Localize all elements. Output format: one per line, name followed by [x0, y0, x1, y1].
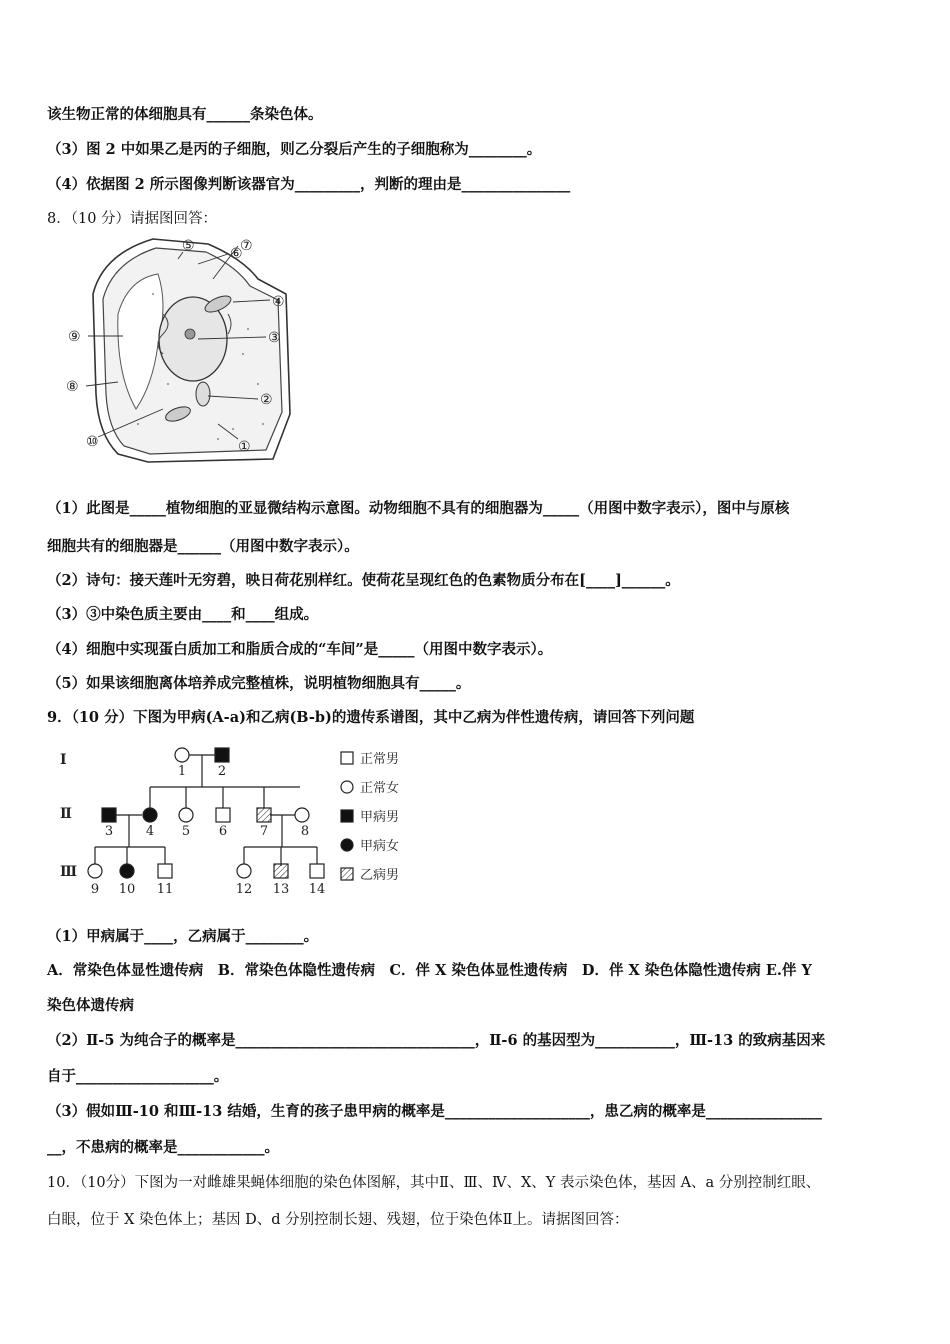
question-9-title: 9．（10 分）下图为甲病(A-a)和乙病(B-b)的遗传系谱图，其中乙病为伴性遗传病，请回答下列问题 [47, 709, 695, 726]
pedigree-num: 7 [259, 824, 269, 839]
legend-b-male: 乙病男 [360, 868, 400, 883]
pedigree-III-11 [158, 864, 172, 878]
text-line: （2）诗句：接天莲叶无穷碧，映日荷花别样红。使荷花呈现红色的色素物质分布在[____]______。 [47, 572, 680, 589]
cell-label-7: ⑦ [240, 238, 253, 254]
cell-label-1: ① [238, 439, 251, 455]
pedigree-num: 2 [217, 764, 227, 779]
generation-II: Ⅱ [60, 806, 72, 822]
pedigree-II-4 [143, 808, 157, 822]
cell-label-5: ⑤ [182, 238, 195, 254]
text-line: 自于___________________。 [47, 1068, 229, 1085]
question-8-title: 8．（10 分）请据图回答： [47, 211, 218, 227]
pedigree-num: 14 [308, 882, 326, 897]
text-line: （4）细胞中实现蛋白质加工和脂质合成的“车间”是_____（用图中数字表示）。 [47, 641, 553, 658]
legend-normal-female: 正常女 [360, 781, 400, 796]
cell-label-4: ④ [272, 294, 285, 310]
pedigree-III-13 [274, 864, 288, 878]
text-line: 10．（10分）下图为一对雌雄果蝇体细胞的染色体图解，其中Ⅱ、Ⅲ、Ⅳ、X、Y 表示染色体，基因 A、a 分别控制红眼、 [47, 1175, 821, 1191]
cell-label-8: ⑧ [66, 379, 79, 395]
text-line: （3）③中染色质主要由____和____组成。 [47, 606, 319, 623]
text-line: 染色体遗传病 [47, 997, 134, 1014]
pedigree-num: 6 [218, 824, 228, 839]
text-line: （4）依据图 2 所示图像判断该器官为_________，判断的理由是_______________ [47, 176, 571, 193]
generation-III: Ⅲ [60, 864, 78, 880]
cell-label-6: ⑥ [230, 246, 243, 262]
pedigree-chart [55, 740, 425, 900]
pedigree-num: 4 [145, 824, 155, 839]
pedigree-num: 3 [104, 824, 114, 839]
text-line: （5）如果该细胞离体培养成完整植株，说明植物细胞具有_____。 [47, 675, 471, 692]
pedigree-III-9 [88, 864, 102, 878]
cell-label-2: ② [260, 392, 273, 408]
pedigree-num: 12 [235, 882, 253, 897]
text-line: A．常染色体显性遗传病 B．常染色体隐性遗传病 C．伴 X 染色体显性遗传病 D．伴 X 染色体隐性遗传病 E.伴 Y [47, 962, 812, 979]
text-line: （3）图 2 中如果乙是丙的子细胞，则乙分裂后产生的子细胞称为________。 [47, 141, 542, 158]
pedigree-num: 10 [118, 882, 136, 897]
text-line: 该生物正常的体细胞具有______条染色体。 [47, 106, 323, 123]
cell-label-3: ③ [268, 330, 281, 346]
pedigree-II-8 [295, 808, 309, 822]
pedigree-I-1 [175, 748, 189, 762]
pedigree-III-12 [237, 864, 251, 878]
pedigree-num: 5 [181, 824, 191, 839]
pedigree-num: 13 [272, 882, 290, 897]
pedigree-num: 11 [156, 882, 174, 897]
generation-I: Ⅰ [60, 752, 67, 768]
text-line: （1）甲病属于____，乙病属于________。 [47, 928, 319, 945]
pedigree-III-14 [310, 864, 324, 878]
pedigree-num: 1 [177, 764, 187, 779]
text-line: 细胞共有的细胞器是______（用图中数字表示）。 [47, 538, 359, 555]
pedigree-num: 9 [90, 882, 100, 897]
pedigree-II-6 [216, 808, 230, 822]
legend-normal-male: 正常男 [360, 752, 400, 767]
legend-a-female: 甲病女 [360, 839, 400, 854]
pedigree-num: 8 [300, 824, 310, 839]
pedigree-II-5 [179, 808, 193, 822]
cell-label-9: ⑨ [68, 329, 81, 345]
text-line: （2）Ⅱ-5 为纯合子的概率是_________________________________，Ⅱ-6 的基因型为___________，Ⅲ-13 的致病基因来 [47, 1032, 826, 1049]
text-line: __，不患病的概率是____________。 [47, 1139, 279, 1156]
legend-a-male: 甲病男 [360, 810, 400, 825]
pedigree-III-10 [120, 864, 134, 878]
text-line: （1）此图是_____植物细胞的亚显微结构示意图。动物细胞不具有的细胞器为_____（用图中数字表示），图中与原核 [47, 500, 790, 517]
text-line: 白眼，位于 X 染色体上；基因 D、d 分别控制长翅、残翅，位于染色体Ⅱ上。请据图回答： [47, 1212, 629, 1228]
text-line: （3）假如Ⅲ-10 和Ⅲ-13 结婚，生育的孩子患甲病的概率是____________________，患乙病的概率是________________ [47, 1103, 822, 1120]
pedigree-I-2 [215, 748, 229, 762]
plant-cell-diagram [58, 234, 298, 470]
cell-label-10: ⑩ [86, 434, 99, 450]
pedigree-II-7 [257, 808, 271, 822]
pedigree-II-3 [102, 808, 116, 822]
